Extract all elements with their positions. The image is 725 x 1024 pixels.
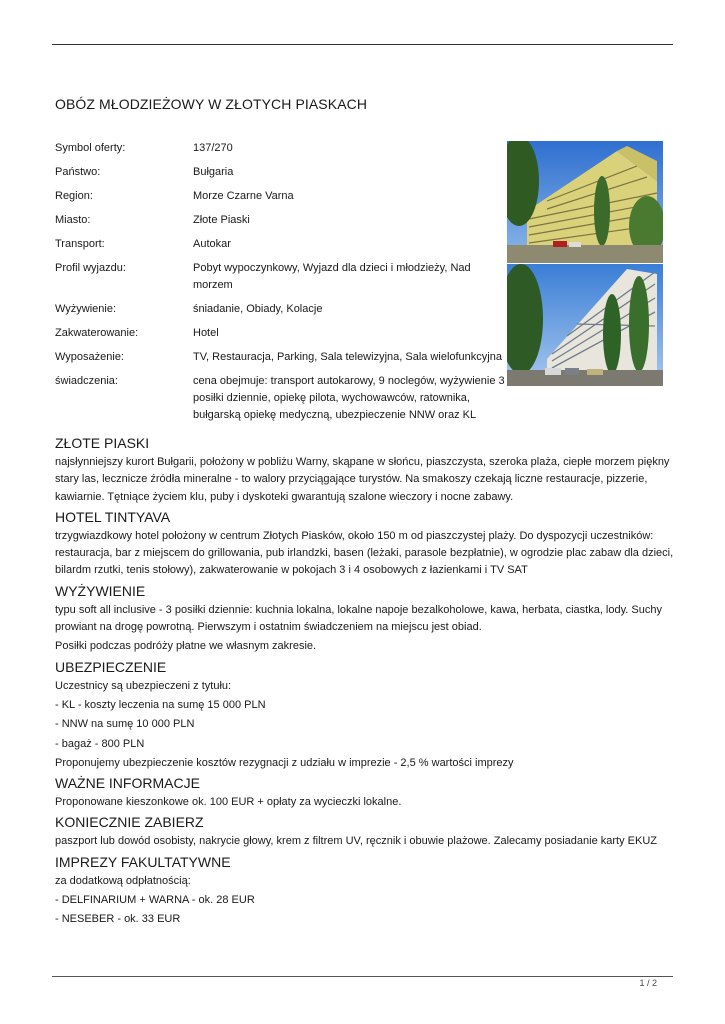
section-line: - DELFINARIUM + WARNA - ok. 28 EUR [55, 894, 255, 907]
section-line: - NNW na sumę 10 000 PLN [55, 718, 195, 731]
section-heading: WYŻYWIENIE [55, 582, 146, 599]
section-line: - NESEBER - ok. 33 EUR [55, 913, 181, 926]
footer-rule [52, 976, 673, 977]
hotel-photo [507, 264, 663, 386]
info-row [55, 236, 505, 253]
section-paragraph: Proponowane kieszonkowe ok. 100 EUR + opłaty za wycieczki lokalne. [55, 796, 402, 809]
info-label: Symbol oferty: [55, 142, 126, 154]
info-label: Wyżywienie: [55, 303, 117, 315]
info-value: Bułgaria [193, 166, 234, 178]
info-value: Autokar [193, 238, 231, 250]
info-row [55, 325, 505, 342]
section-paragraph: Posiłki podczas podróży płatne we własnym zakresie. [55, 640, 317, 653]
info-label: Państwo: [55, 166, 101, 178]
info-row [55, 301, 505, 318]
section-heading: HOTEL TINTYAVA [55, 508, 171, 525]
info-value: Morze Czarne Varna [193, 190, 294, 202]
section-heading: IMPREZY FAKULTATYWNE [55, 853, 231, 870]
section-line: - KL - koszty leczenia na sumę 15 000 PLN [55, 698, 266, 711]
section-line: Proponujemy ubezpieczenie kosztów rezygnacji z udziału w imprezie - 2,5 % wartości imprezy [55, 756, 514, 769]
section-heading: UBEZPIECZENIE [55, 658, 167, 675]
section-paragraph: paszport lub dowód osobisty, nakrycie głowy, krem z filtrem UV, ręcznik i obuwie plażowe. Zalecamy posiadanie karty EKUZ [55, 835, 657, 848]
info-label: Region: [55, 190, 93, 202]
info-row [55, 164, 505, 181]
offer-details [55, 140, 505, 431]
info-value: cena obejmuje: transport autokarowy, 9 noclegów, wyżywienie 3 posiłki dziennie, opiekę pilota, wychowawców, ratownika, bułgarską opiekę medyczną, ubezpieczenie NNW oraz KL [193, 375, 505, 421]
section-heading: KONIECZNIE ZABIERZ [55, 814, 204, 831]
info-label: Zakwaterowanie: [55, 327, 139, 339]
info-row [55, 212, 505, 229]
page-title: OBÓZ MŁODZIEŻOWY W ZŁOTYCH PIASKACH [55, 96, 368, 112]
info-value: Pobyt wypoczynkowy, Wyjazd dla dzieci i młodzieży, Nad morzem [193, 262, 471, 291]
info-row [55, 373, 505, 424]
page-number: 1 / 2 [639, 978, 657, 988]
info-value: 137/270 [193, 142, 233, 154]
section-line: za dodatkową odpłatnością: [55, 874, 191, 887]
info-value: Złote Piaski [193, 214, 250, 226]
info-label: świadczenia: [55, 375, 118, 387]
hotel-photo [507, 141, 663, 263]
info-row [55, 188, 505, 205]
info-value: Hotel [193, 327, 219, 339]
info-value: śniadanie, Obiady, Kolacje [193, 303, 323, 315]
info-label: Wyposażenie: [55, 351, 124, 363]
info-row [55, 349, 505, 366]
section-heading: ZŁOTE PIASKI [55, 435, 150, 451]
info-row [55, 260, 505, 294]
section-paragraph: najsłynniejszy kurort Bułgarii, położony w pobliżu Warny, skąpane w słońcu, piaszczysta, szeroka plaża, ciepłe morzem piękny stary las, lecznicze źródła mineralne - to walory przyciągające turystów. Na smakoszy czekają liczne restauracje, pizzerie, kawiarnie. Tętniące życiem klu, puby i dyskoteki gwarantują szalone wieczory i nocne zabawy. [55, 456, 670, 503]
section-paragraph: typu soft all inclusive - 3 posiłki dziennie: kuchnia lokalna, lokalne napoje bezalkoholowe, kawa, herbata, ciastka, lody. Suchy prowiant na drogę powrotną. Pierwszym i ostatnim świadczeniem na miejscu jest obiad. [55, 603, 662, 634]
info-row [55, 140, 505, 157]
section-line: - bagaż - 800 PLN [55, 737, 145, 750]
info-label: Profil wyjazdu: [55, 262, 126, 274]
section-paragraph: trzygwiazdkowy hotel położony w centrum Złotych Piasków, około 150 m od piaszczystej plaży. Do dyspozycji uczestników: restauracja, bar z miejscem do grillowania, pub irlandzki, basen (leżaki, parasole bezpłatnie), w ogrodzie plac zabaw dla dzieci, bilardm rzutki, tenis stołowy), zakwaterowanie w pokojach 3 i 4 osobowych z łazienkami i TV SAT [55, 529, 674, 577]
info-label: Miasto: [55, 214, 91, 226]
section-line: Uczestnicy są ubezpieczeni z tytułu: [55, 679, 232, 692]
info-label: Transport: [55, 238, 105, 250]
info-value: TV, Restauracja, Parking, Sala telewizyjna, Sala wielofunkcyjna [193, 351, 502, 363]
section-heading: WAŻNE INFORMACJE [55, 775, 200, 792]
header-rule [52, 44, 673, 45]
offer-description [55, 434, 675, 931]
